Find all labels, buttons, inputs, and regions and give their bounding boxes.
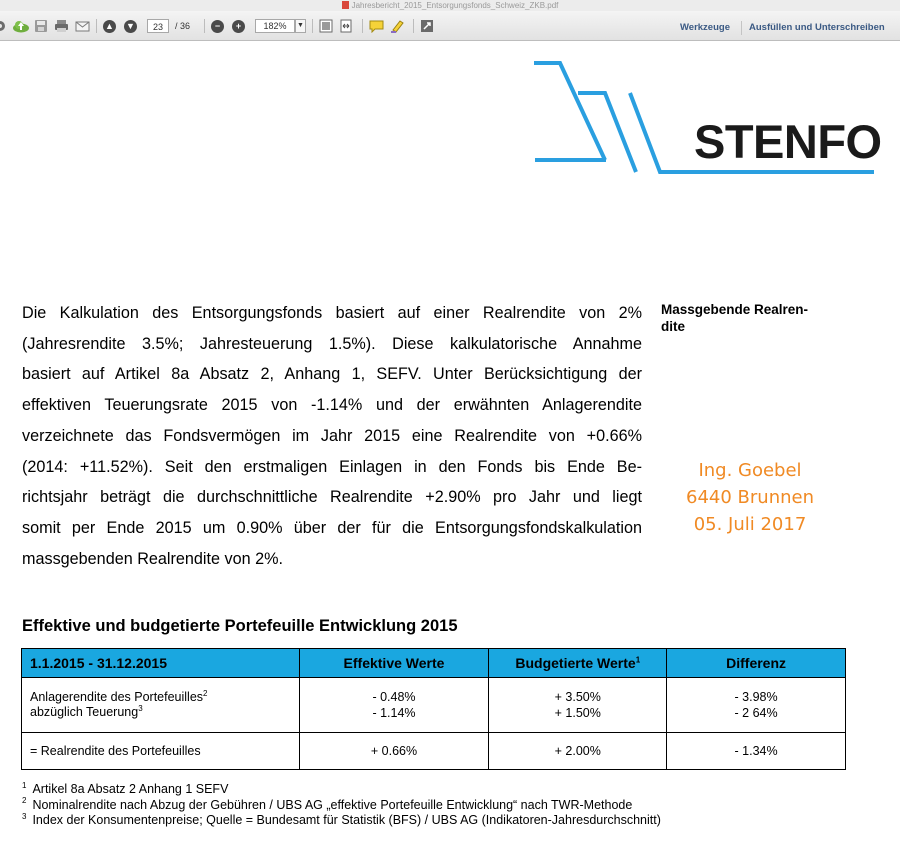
header-period: 1.1.2015 - 31.12.2015 [22, 649, 300, 678]
expand-icon[interactable] [420, 18, 434, 34]
highlight-icon[interactable] [390, 18, 405, 34]
margin-heading-line: Massgebende Realren- [661, 302, 809, 317]
row-label: Anlagerendite des Portefeuilles$^2$ abzüglich Teuerung$^3$ [22, 678, 300, 733]
body-line: verzeichnete das Fondsvermögen im Jahr 2015 eine Realrendite von +0.66% [22, 426, 642, 445]
previous-page-button[interactable] [103, 18, 116, 34]
body-line: massgebenden Realrendite von 2%. [22, 549, 283, 568]
body-line: basiert auf Artikel 8a Absatz 2, Anhang 1, SEFV. Unter Berücksichtigung der [22, 365, 642, 384]
cell-effective: + 0.66% [299, 733, 489, 770]
cell-budget: + 3.50% + 1.50% [489, 678, 667, 733]
body-line: effektiven Teuerungsrate 2015 von -1.14% und der erwähnten Anlagerendite [22, 396, 642, 415]
pdf-file-icon [342, 1, 349, 9]
footnote: $^1$ Artikel 8a Absatz 2 Anhang 1 SEFV [22, 780, 229, 796]
body-line: (2014: +11.52%). Seit den erstmaligen Einlagen in den Fonds bis Ende Be- [22, 457, 642, 476]
cell-budget: + 2.00% [489, 733, 667, 770]
footnotes [22, 782, 661, 829]
header-effective: Effektive Werte [299, 649, 489, 678]
body-paragraph [22, 298, 642, 574]
table-row [22, 678, 846, 733]
page-total: / 36 [175, 21, 191, 31]
stamp-name: Ing. Goebel [698, 460, 802, 481]
window-title: Jahresbericht_2015_Entsorgungsfonds_Schweiz_ZKB.pdf [351, 1, 559, 10]
body-line: (Jahresrendite 3.5%; Jahresteuerung 1.5%). Diese kalkulatorische Annahme [22, 334, 642, 353]
zoom-dropdown-button[interactable]: ▼ [295, 19, 306, 33]
cloud-upload-icon[interactable] [12, 18, 30, 34]
fill-and-sign-menu[interactable]: Ausfüllen und Unterschreiben [749, 22, 885, 33]
plus-icon: + [232, 20, 245, 33]
page-number-input[interactable]: 23 [147, 19, 169, 33]
margin-heading-line: dite [661, 319, 686, 334]
fit-width-icon[interactable] [339, 18, 353, 34]
body-line: somit per Ende 2015 um 0.90% über der für die Entsorgungsfondskalkulation [22, 518, 642, 537]
zoom-out-button[interactable] [211, 18, 224, 34]
tools-menu[interactable]: Werkzeuge [680, 22, 730, 33]
header-budget: Budgetierte Werte$^1$ [489, 649, 667, 678]
minus-icon: − [211, 20, 224, 33]
cell-effective: - 0.48% - 1.14% [299, 678, 489, 733]
logo-wordmark: STENFO [694, 115, 882, 168]
next-page-button[interactable] [124, 18, 137, 34]
print-icon[interactable] [54, 18, 69, 34]
stamp-location: 6440 Brunnen [686, 487, 814, 508]
save-icon[interactable] [34, 18, 48, 34]
footnote: $^2$ Nominalrendite nach Abzug der Gebühren / UBS AG „effektive Portefeuille Entwicklung“ nach TWR-Methode [22, 796, 633, 812]
table-header-row [22, 649, 846, 678]
cell-difference: - 1.34% [667, 733, 846, 770]
portfolio-table [21, 648, 846, 770]
row-label: = Realrendite des Portefeuilles [22, 733, 300, 770]
footnote: $^3$ Index der Konsumentenpreise; Quelle = Bundesamt für Statistik (BFS) / UBS AG (Indikatoren-Jahresdurchschnitt) [22, 811, 661, 827]
table-row [22, 733, 846, 770]
header-difference: Differenz [667, 649, 846, 678]
zoom-in-button[interactable] [232, 18, 245, 34]
pdf-toolbar [0, 11, 900, 41]
stamp-date: 05. Juli 2017 [693, 514, 807, 535]
zoom-level-input[interactable]: 182% [255, 19, 295, 33]
margin-heading [661, 301, 861, 335]
cell-difference: - 3.98% - 2 64% [667, 678, 846, 733]
arrow-up-icon: ▲ [103, 20, 116, 33]
settings-icon[interactable] [0, 18, 8, 34]
window-title-bar [0, 0, 900, 11]
arrow-down-icon: ▼ [124, 20, 137, 33]
table-title: Effektive und budgetierte Portefeuille Entwicklung 2015 [22, 617, 458, 635]
body-line: Die Kalkulation des Entsorgungsfonds basiert auf einer Realrendite von 2% [22, 304, 642, 322]
signature-stamp [640, 457, 860, 538]
fit-page-icon[interactable] [319, 18, 333, 34]
body-line: richtsjahr beträgt die durchschnittliche Realrendite +2.90% pro Jahr und liegt [22, 488, 642, 507]
comment-icon[interactable] [369, 18, 384, 34]
email-icon[interactable] [75, 18, 90, 34]
